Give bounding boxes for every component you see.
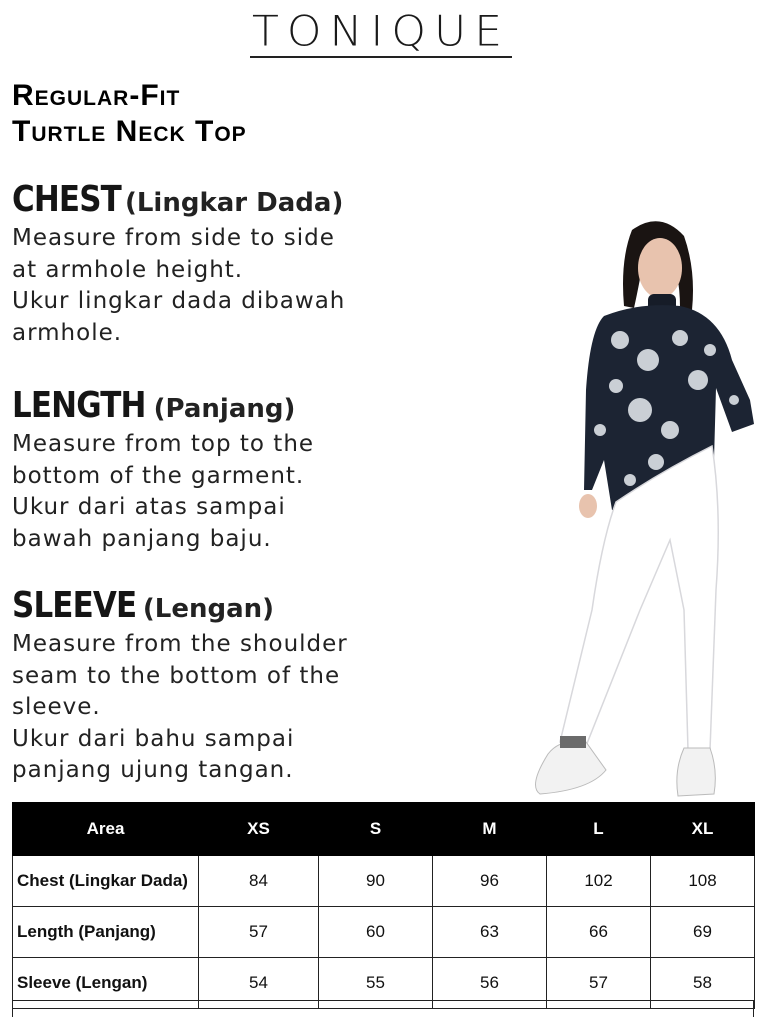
sleeve-line: panjang ujung tangan. — [12, 757, 294, 783]
header-xs: XS — [199, 803, 319, 856]
model-face — [638, 238, 682, 298]
sleeve-line: seam to the bottom of the — [12, 662, 341, 689]
chest-body — [12, 223, 432, 349]
chest-heading — [12, 180, 432, 223]
length-line: Measure from top to the — [12, 431, 315, 457]
table-header-row — [13, 803, 755, 856]
cell-l: 57 — [547, 958, 651, 1009]
sleeve-line: sleeve. — [12, 694, 101, 720]
chest-line: Measure from side to side — [12, 225, 335, 251]
length-line: bawah panjang baju. — [12, 525, 272, 552]
length-sub: (Panjang) — [153, 394, 296, 424]
cell-s: 90 — [319, 856, 433, 907]
chest-line: armhole. — [12, 319, 123, 346]
row-area: Sleeve (Lengan) — [13, 958, 199, 1009]
sleeve-section — [12, 586, 432, 787]
cell-xs: 54 — [199, 958, 319, 1009]
cell-l: 66 — [547, 907, 651, 958]
sleeve-key: SLEEVE — [12, 585, 137, 626]
model-shoe-right — [677, 748, 715, 796]
logo-underline — [250, 56, 512, 58]
cell-m: 56 — [433, 958, 547, 1009]
product-title-line2: Turtle Neck Top — [12, 115, 247, 148]
length-line: Ukur dari atas sampai — [12, 494, 286, 520]
cell-xs: 84 — [199, 856, 319, 907]
product-title-line1: Regular-Fit — [12, 79, 181, 112]
length-heading — [12, 386, 432, 429]
brand-logo — [250, 8, 512, 62]
cell-xl: 108 — [651, 856, 755, 907]
header-l: L — [547, 803, 651, 856]
table-row — [13, 856, 755, 907]
table-row — [13, 907, 755, 958]
cell-xs: 57 — [199, 907, 319, 958]
model-shoe-left — [536, 741, 607, 794]
length-line: bottom of the garment. — [12, 462, 305, 489]
table-footer-edge — [12, 1000, 754, 1017]
cell-xl: 58 — [651, 958, 755, 1009]
row-area: Length (Panjang) — [13, 907, 199, 958]
sleeve-line: Ukur dari bahu sampai — [12, 725, 295, 752]
header-s: S — [319, 803, 433, 856]
cell-s: 60 — [319, 907, 433, 958]
cell-m: 63 — [433, 907, 547, 958]
header-xl: XL — [651, 803, 755, 856]
size-table — [12, 802, 755, 1009]
sleeve-body — [12, 629, 432, 787]
chest-line: Ukur lingkar dada dibawah — [12, 288, 346, 314]
sleeve-sub: (Lengan) — [142, 594, 275, 624]
model-hand — [579, 494, 597, 518]
chest-sub: (Lingkar Dada) — [124, 188, 344, 218]
model-pants — [560, 446, 718, 750]
product-title — [12, 78, 247, 150]
header-area: Area — [13, 803, 199, 856]
row-area: Chest (Lingkar Dada) — [13, 856, 199, 907]
cell-s: 55 — [319, 958, 433, 1009]
model-photo — [520, 210, 760, 804]
chest-line: at armhole height. — [12, 256, 244, 283]
chest-section — [12, 180, 432, 349]
model-sock — [560, 736, 586, 748]
sleeve-heading — [12, 586, 432, 629]
cell-l: 102 — [547, 856, 651, 907]
sleeve-line: Measure from the shoulder — [12, 631, 348, 657]
cell-m: 96 — [433, 856, 547, 907]
length-section — [12, 386, 432, 555]
length-body — [12, 429, 432, 555]
chest-key: CHEST — [12, 179, 121, 220]
cell-xl: 69 — [651, 907, 755, 958]
length-key: LENGTH — [12, 385, 146, 426]
header-m: M — [433, 803, 547, 856]
brand-name: TONIQUE — [251, 7, 511, 56]
